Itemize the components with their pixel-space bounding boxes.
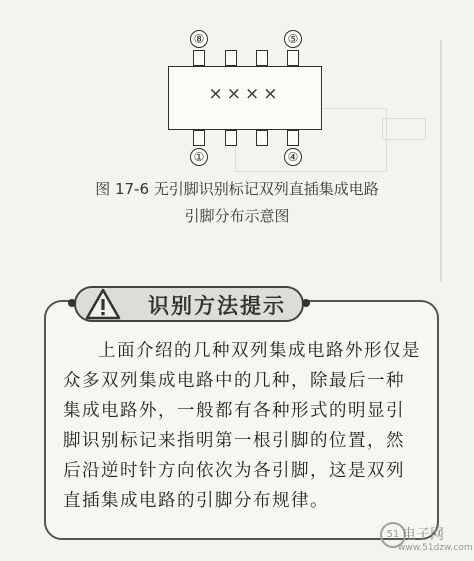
pin-5-label: ⑤ — [284, 30, 302, 48]
watermark-logo: 51 — [380, 522, 406, 548]
body-marks: ×××× — [208, 84, 282, 104]
bottom-pin — [287, 130, 299, 146]
figure-caption-line2: 引脚分布示意图 — [184, 207, 290, 225]
pin-8-label: ⑧ — [190, 30, 208, 48]
top-pin — [256, 50, 268, 66]
bottom-pin — [193, 130, 205, 146]
top-pin — [287, 50, 299, 66]
figure-caption: 图 17-6 无引脚识别标记双列直插集成电路 — [95, 180, 379, 198]
banner-right-dot — [302, 299, 310, 307]
background-ghost-box — [382, 118, 426, 140]
tip-paragraph: 上面介绍的几种双列集成电路外形仅是众多双列集成电路中的几种，除最后一种集成电路外，一般都有各种形式的明显引脚识别标记来指明第一根引脚的位置，然后沿逆时针方向依次为各引脚，这是双列直插集成电路的引脚分布规律。 — [63, 341, 421, 511]
banner-left-dot — [68, 299, 76, 307]
background-ghost-line — [440, 40, 442, 282]
top-pin — [225, 50, 237, 66]
warning-triangle-icon — [85, 288, 121, 320]
bottom-pin — [225, 130, 237, 146]
tip-title: 识别方法提示 — [148, 294, 286, 318]
watermark-text: 电子网 — [402, 527, 444, 543]
pin-1-label: ① — [190, 148, 208, 166]
pin-4-label: ④ — [284, 148, 302, 166]
bottom-pin — [256, 130, 268, 146]
watermark-url: www.51dzw.com — [398, 543, 473, 553]
top-pin — [193, 50, 205, 66]
tip-body — [63, 336, 423, 516]
